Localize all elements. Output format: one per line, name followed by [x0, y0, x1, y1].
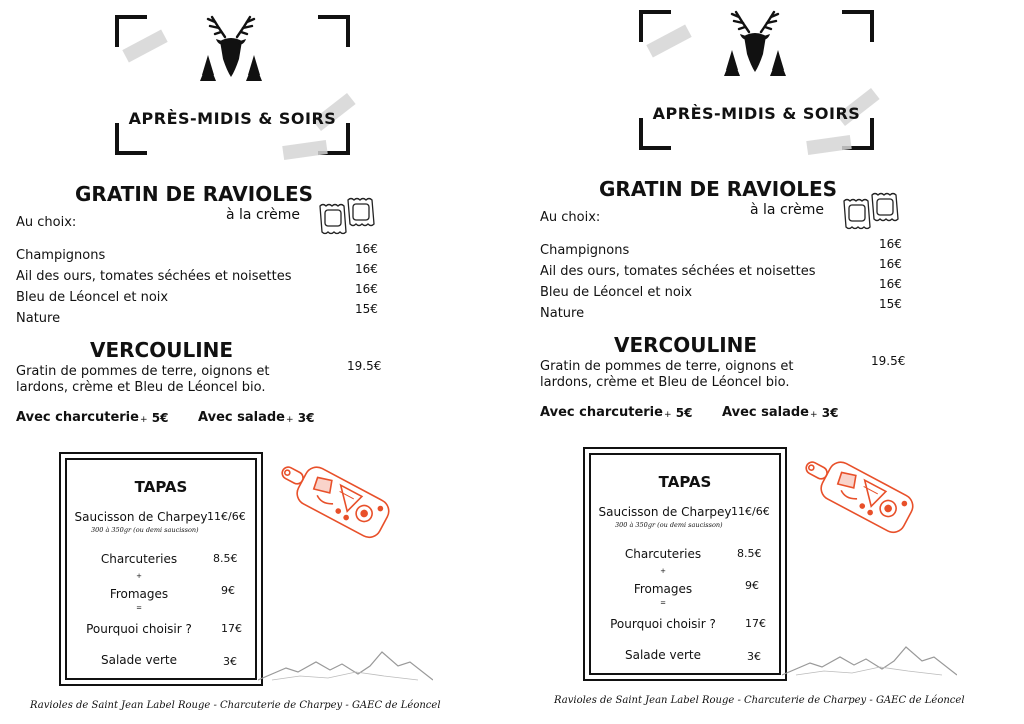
ravioles-item-name: Nature	[16, 311, 61, 326]
tapas-item-price: 8.5€	[737, 547, 762, 560]
ravioles-title: GRATIN DE RAVIOLES	[75, 182, 314, 206]
vercouline-description-line: lardons, crème et Bleu de Léoncel bio.	[540, 375, 790, 390]
frame-corner	[318, 15, 350, 47]
vercouline-price: 19.5€	[347, 359, 382, 373]
choice-label: Au choix:	[16, 215, 77, 230]
choice-label: Au choix:	[540, 210, 601, 225]
ravioles-item-price: 16€	[879, 277, 902, 291]
ravioles-subtitle: à la crème	[226, 207, 300, 223]
plus-sign: +	[140, 415, 148, 425]
ravioles-subtitle: à la crème	[750, 202, 824, 218]
plus-sign: +	[664, 410, 672, 420]
vercouline-price: 19.5€	[871, 354, 906, 368]
tape-strip	[806, 135, 852, 155]
menu-page-right	[524, 0, 1024, 719]
ravioles-title: GRATIN DE RAVIOLES	[599, 177, 838, 201]
option-price-value: 3€	[297, 411, 315, 425]
footer-suppliers: Ravioles de Saint Jean Label Rouge - Charcuterie de Charpey - GAEC de Léoncel	[554, 695, 965, 706]
ravioles-item-name: Nature	[540, 306, 585, 321]
ravioles-item-price: 15€	[879, 297, 902, 311]
option-label: Avec salade	[198, 410, 285, 425]
tapas-item-name: Fromages	[109, 587, 169, 601]
tapas-item-note: 300 à 350gr (ou demi saucisson)	[615, 521, 723, 529]
plus-symbol: +	[660, 567, 666, 575]
ravioles-item-price: 16€	[355, 262, 378, 276]
vercouline-title: VERCOULINE	[614, 333, 758, 357]
header-title: APRÈS-MIDIS & SOIRS	[652, 104, 861, 123]
charcuterie-board-icon	[794, 443, 924, 543]
ravioles-item-price: 16€	[355, 242, 378, 256]
plus-sign: +	[286, 415, 294, 425]
option-label: Avec salade	[722, 405, 809, 420]
tapas-item-price: 8.5€	[213, 552, 238, 565]
plus-sign: +	[810, 410, 818, 420]
header-frame	[639, 10, 874, 150]
tapas-item-name: Saucisson de Charpey	[598, 505, 732, 519]
option-price	[664, 406, 692, 420]
tapas-item-price: 3€	[223, 655, 237, 668]
ravioles-item-name: Ail des ours, tomates séchées et noisettes	[16, 269, 292, 284]
vercouline-description	[16, 364, 286, 396]
vercouline-title: VERCOULINE	[90, 338, 234, 362]
tapas-item-name: Fromages	[633, 582, 693, 596]
ravioles-item-name: Bleu de Léoncel et noix	[540, 285, 693, 300]
ravioles-item-price: 16€	[879, 257, 902, 271]
ravioli-icon	[316, 192, 376, 240]
tapas-item-price: 3€	[747, 650, 761, 663]
vercouline-description-line: Gratin de pommes de terre, oignons et	[540, 359, 794, 374]
option-label: Avec charcuterie	[16, 410, 139, 425]
ravioles-item-price: 16€	[879, 237, 902, 251]
tapas-item-price: 9€	[745, 579, 759, 592]
ravioles-item-name: Bleu de Léoncel et noix	[16, 290, 169, 305]
equals-symbol: =	[136, 604, 142, 612]
tapas-item-price: 11€/6€	[207, 510, 246, 523]
tapas-item-note: 300 à 350gr (ou demi saucisson)	[91, 526, 199, 534]
tapas-box	[583, 447, 787, 681]
tapas-item-price: 17€	[221, 622, 242, 635]
option-price	[810, 406, 838, 420]
ravioles-item-name: Ail des ours, tomates séchées et noisettes	[540, 264, 816, 279]
option-label: Avec charcuterie	[540, 405, 663, 420]
frame-corner	[842, 10, 874, 42]
plus-symbol: +	[136, 572, 142, 580]
vercouline-description	[540, 359, 810, 391]
option-price	[140, 411, 168, 425]
ravioles-item-name: Champignons	[16, 248, 106, 263]
option-price-value: 3€	[821, 406, 839, 420]
ravioles-item-price: 15€	[355, 302, 378, 316]
vercouline-description-line: Gratin de pommes de terre, oignons et	[16, 364, 270, 379]
mountains-icon	[782, 631, 957, 679]
tapas-title: TAPAS	[658, 473, 712, 491]
option-price-value: 5€	[675, 406, 693, 420]
charcuterie-board-icon	[270, 448, 400, 548]
footer-suppliers: Ravioles de Saint Jean Label Rouge - Charcuterie de Charpey - GAEC de Léoncel	[30, 700, 441, 711]
header-title: APRÈS-MIDIS & SOIRS	[128, 109, 337, 128]
tapas-item-price: 9€	[221, 584, 235, 597]
ravioles-item-price: 16€	[355, 282, 378, 296]
tape-strip	[282, 140, 328, 160]
tapas-item-name: Saucisson de Charpey	[74, 510, 208, 524]
tapas-box	[59, 452, 263, 686]
tapas-item-name: Pourquoi choisir ?	[610, 617, 716, 631]
ravioli-icon	[840, 187, 900, 235]
vercouline-description-line: lardons, crème et Bleu de Léoncel bio.	[16, 380, 266, 395]
ravioles-item-name: Champignons	[540, 243, 630, 258]
tapas-item-price: 17€	[745, 617, 766, 630]
equals-symbol: =	[660, 599, 666, 607]
option-price-value: 5€	[151, 411, 169, 425]
mountains-icon	[258, 636, 433, 684]
tapas-item-name: Salade verte	[625, 648, 701, 662]
tapas-item-name: Charcuteries	[624, 547, 702, 561]
tapas-item-name: Pourquoi choisir ?	[86, 622, 192, 636]
deer-head-icon	[198, 15, 264, 85]
tapas-item-price: 11€/6€	[731, 505, 770, 518]
tapas-item-name: Salade verte	[101, 653, 177, 667]
option-price	[286, 411, 314, 425]
header-frame	[115, 15, 350, 155]
tapas-item-name: Charcuteries	[100, 552, 178, 566]
tapas-title: TAPAS	[134, 478, 188, 496]
deer-head-icon	[722, 10, 788, 80]
